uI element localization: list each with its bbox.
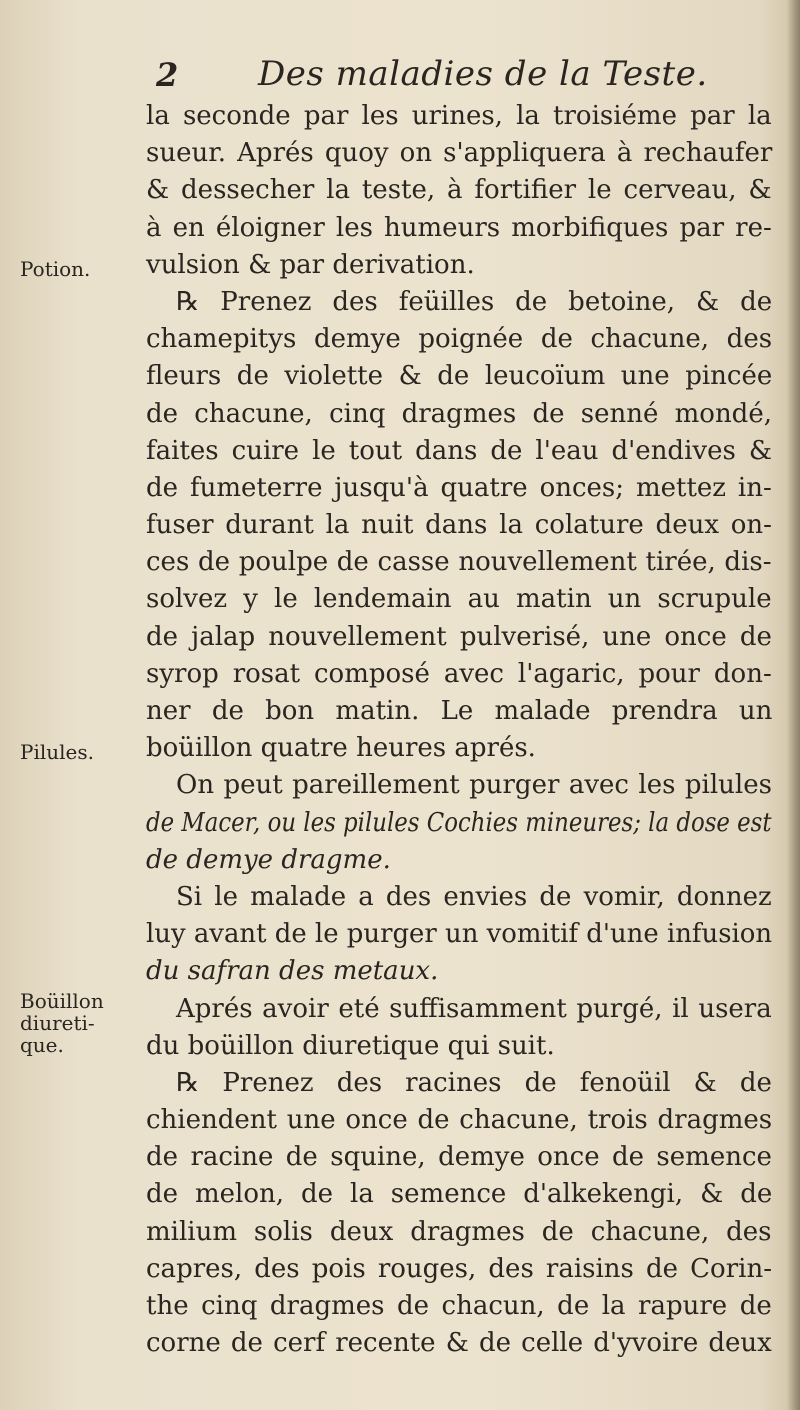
body-text xyxy=(146,98,772,1362)
text-line: chiendent une once de chacune, trois dragmes xyxy=(146,1105,773,1136)
margin-note-bouillon xyxy=(20,990,104,1056)
text-line: ner de bon matin. Le malade prendra un xyxy=(146,696,773,726)
text-line: de demye dragme. xyxy=(146,844,391,875)
text-line: Aprés avoir eté suffisamment purgé, il usera xyxy=(176,993,772,1024)
page-edge xyxy=(786,0,800,1410)
margin-note-potion: Potion. xyxy=(20,257,91,281)
text-line: syrop rosat composé avec l'agaric, pour don- xyxy=(146,658,772,689)
margin-note-line: diureti- xyxy=(20,1011,95,1035)
margin-note-line: Boüillon xyxy=(20,989,104,1013)
text-line: de chacune, cinq dragmes de senné mondé, xyxy=(146,398,772,429)
text-line: la seconde par les urines, la troisiéme par la xyxy=(146,101,772,131)
text-line: à en éloigner les humeurs morbifiques par re- xyxy=(146,212,772,243)
text-line: de jalap nouvellement pulverisé, une once de xyxy=(146,621,772,652)
text-line: de racine de squine, demye once de semence xyxy=(146,1142,772,1173)
margin-note-line: que. xyxy=(20,1033,64,1057)
text-line: fuser durant la nuit dans la colature deux on- xyxy=(146,510,772,541)
text-line: solvez y le lendemain au matin un scrupule xyxy=(146,584,772,615)
text-line: On peut pareillement purger avec les pilules xyxy=(176,770,772,801)
margin-note-pilules: Pilules. xyxy=(20,740,94,764)
page-header xyxy=(150,50,770,94)
text-line: ℞ Prenez des feüilles de betoine, & de xyxy=(176,286,773,317)
page-number: 2 xyxy=(156,56,179,94)
text-line: faites cuire le tout dans de l'eau d'endives & xyxy=(146,435,772,466)
text-line: chamepitys demye poignée de chacune, des xyxy=(146,324,773,355)
text-line: the cinq dragmes de chacun, de la rapure de xyxy=(146,1291,772,1321)
running-title: Des maladies de la Teste. xyxy=(258,54,708,94)
text-line: Si le malade a des envies de vomir, donnez xyxy=(176,881,772,912)
text-line: du boüillon diuretique qui suit. xyxy=(146,1030,555,1061)
text-line: ℞ Prenez des racines de fenoüil & de xyxy=(176,1067,772,1098)
text-line: du safran des metaux. xyxy=(146,956,439,987)
text-line: boüillon quatre heures aprés. xyxy=(146,733,536,764)
text-line: corne de cerf recente & de celle d'yvoire deux xyxy=(146,1328,772,1359)
text-line: de fumeterre jusqu'à quatre onces; mettez in- xyxy=(146,472,772,503)
text-line: capres, des pois rouges, des raisins de Corin- xyxy=(146,1253,772,1284)
text-line: de Macer, ou les pilules Cochies mineures; la dose est xyxy=(146,807,772,838)
text-line: & dessecher la teste, à fortifier le cerveau, & xyxy=(146,175,772,206)
text-line: vulsion & par derivation. xyxy=(146,249,475,280)
text-line: fleurs de violette & de leucoïum une pincée xyxy=(146,361,773,392)
text-line: de melon, de la semence d'alkekengi, & de xyxy=(146,1179,773,1210)
text-line: milium solis deux dragmes de chacune, des xyxy=(146,1216,772,1247)
text-line: luy avant de le purger un vomitif d'une infusion xyxy=(146,919,773,950)
text-line: sueur. Aprés quoy on s'appliquera à rechaufer xyxy=(146,138,773,169)
text-line: ces de poulpe de casse nouvellement tirée, dis- xyxy=(146,547,772,578)
